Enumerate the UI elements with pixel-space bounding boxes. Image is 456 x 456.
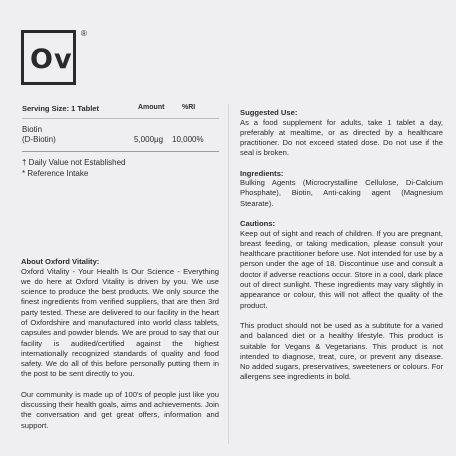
footnote-reference-intake: * Reference Intake	[22, 168, 89, 178]
about-heading: About Oxford Vitality:	[21, 257, 100, 266]
ingredient-amount: 5,000µg	[134, 135, 164, 144]
about-paragraph: Oxford Vitality - Your Health Is Our Science - Everything we do here at Oxford Vitality is driven by you. We use science to produce the best products. We only source the finest ingredients from verified suppliers, that are then 3rd party tested. These are delivered to our facility in the heart of Oxfordshire and manufactured into world class tablets, capsules and powder blends. We are proud to say that our facility is audited/certified against the highest internationally recognized standards of quality and food safety. We do all of this before personally putting them in the post to be sent directly to you.	[21, 266, 219, 379]
nutrition-header-row	[22, 104, 219, 113]
suggested-use-text: As a food supplement for adults, take 1 tablet a day, preferably at mealtime, or as directed by a healthcare practitioner. Do not exceed stated dose. Do not use if the seal is broken.	[240, 117, 443, 158]
serving-size-label: Serving Size: 1 Tablet	[22, 104, 99, 113]
ingredient-row-detail	[22, 135, 219, 145]
table-rule	[22, 118, 219, 119]
community-paragraph: Our community is made up of 100's of people just like you discussing their health goals, aims and achievements. Join the conversation and get great offers, information and support.	[21, 389, 219, 430]
nutrition-table	[22, 104, 219, 179]
product-info-column	[240, 108, 443, 383]
ri-header: %RI	[182, 104, 196, 111]
ingredient-ri: 10,000%	[172, 135, 204, 144]
footnote-daily-value: † Daily Value not Established	[22, 158, 126, 167]
ingredients-heading: Ingredients:	[240, 168, 284, 178]
brand-logo	[21, 30, 76, 85]
ingredient-name: Biotin	[22, 125, 43, 134]
disclaimer-paragraph: This product should not be used as a subtitute for a varied and balanced diet or a healthy lifestyle. This product is suitable for Vegans & Vegetarians. This product is not intended to diagnose, treat, cure, or prevent any disease. No added sugars, preservatives, sweeteners or colours. For allergens see ingredients in bold.	[240, 320, 443, 382]
ingredients-text: Bulking Agents (Microcrystalline Cellulose, Di-Calcium Phosphate), Biotin, Anti-caking agent (Magnesium Stearate).	[240, 178, 443, 208]
logo-text: Ov	[30, 44, 73, 75]
ingredient-subname: (D-Biotin)	[22, 135, 56, 144]
ingredient-row	[22, 125, 219, 135]
cautions-paragraph: Keep out of sight and reach of children. If you are pregnant, breast feeding, or taking medication, please consult your healthcare practitioner before use. Not intended for use by a person under the age of 18. Discontinue use and consult a doctor if adverse reactions occur. Store in a cool, dark place out of direct sunlight. These ingredients may vary slightly in appearance or colour, this will not affect the quality of the product.	[240, 228, 443, 310]
about-section	[21, 257, 219, 431]
suggested-use-heading: Suggested Use:	[240, 108, 298, 117]
cautions-heading: Cautions:	[240, 219, 276, 229]
table-rule-bottom	[22, 151, 219, 152]
amount-header: Amount	[138, 104, 165, 111]
registered-mark: ®	[81, 29, 87, 38]
column-divider	[228, 104, 229, 444]
